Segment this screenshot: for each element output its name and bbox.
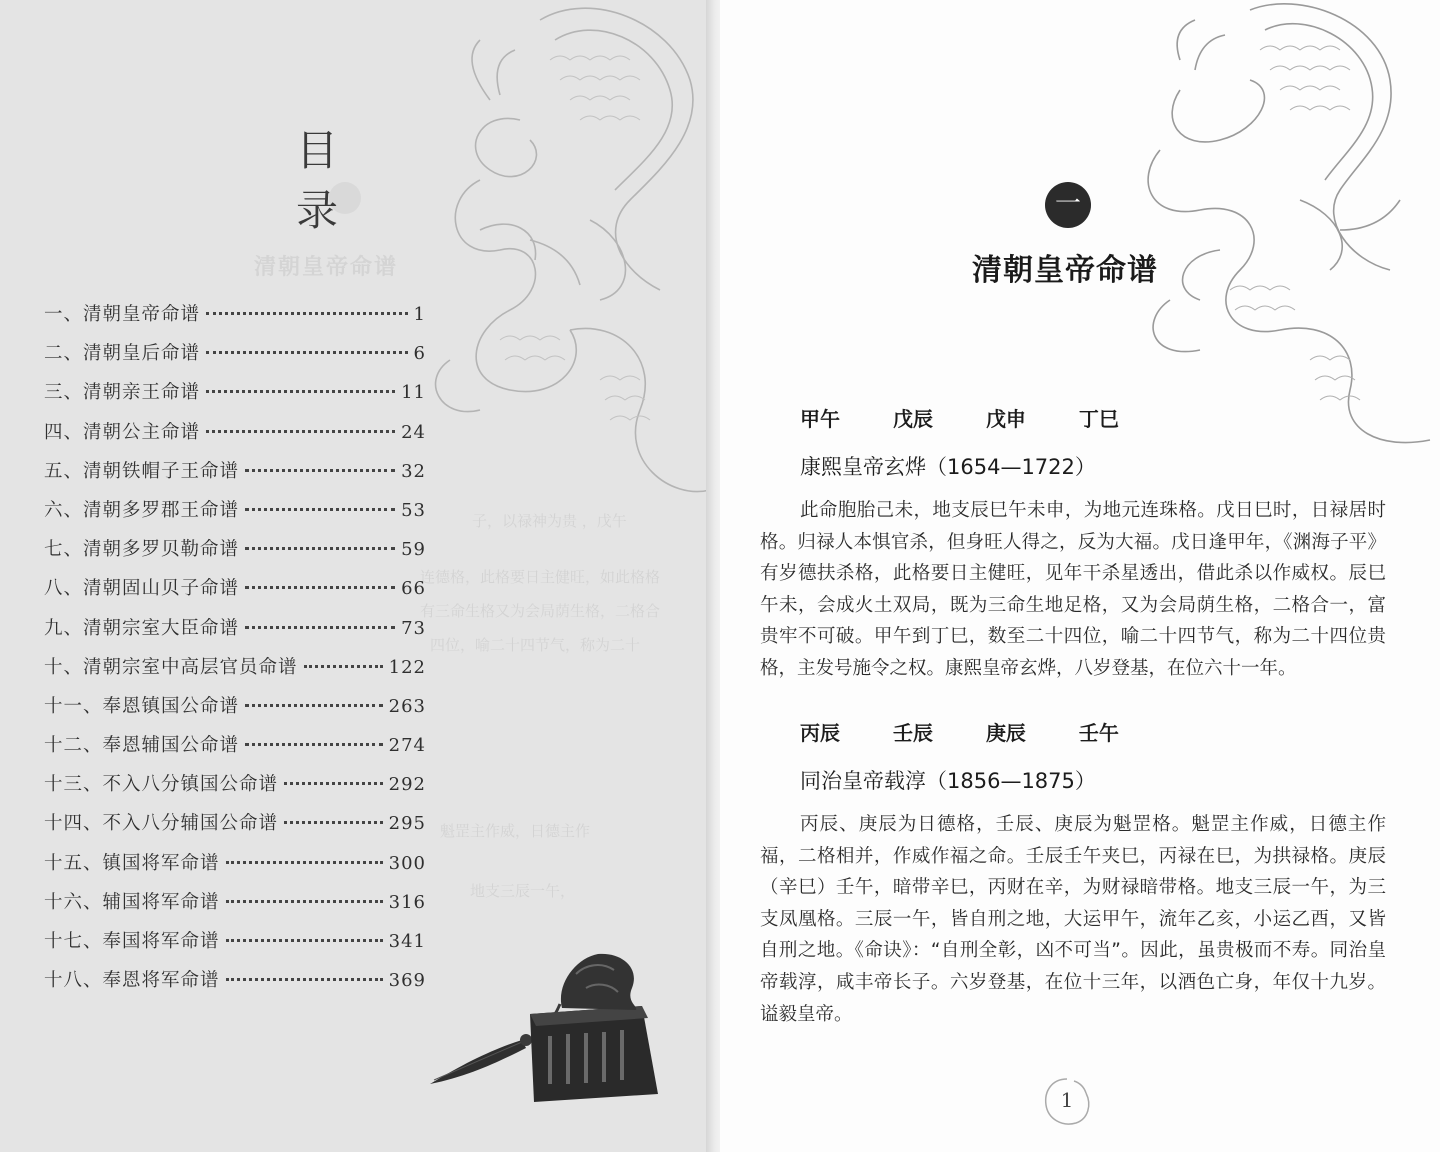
- toc-title: 目 录: [296, 126, 379, 235]
- toc-leader-dots: [206, 430, 395, 433]
- toc-entry[interactable]: [44, 692, 426, 731]
- toc-entry[interactable]: [44, 300, 426, 339]
- toc-leader-dots: [245, 704, 383, 707]
- toc-leader-dots: [206, 312, 408, 315]
- toc-leader-dots: [284, 782, 383, 785]
- toc-entry-label: 六、清朝多罗郡王命谱: [44, 499, 240, 521]
- toc-entry-page: 6: [413, 343, 426, 365]
- toc-entry-page: 300: [388, 852, 426, 874]
- toc-entry[interactable]: [44, 574, 426, 613]
- toc-entry-page: 292: [388, 774, 426, 796]
- bazi-pillars: [800, 717, 1386, 747]
- toc-leader-dots: [245, 626, 395, 629]
- toc-entry-label: 一、清朝皇帝命谱: [44, 304, 201, 325]
- toc-leader-dots: [304, 665, 383, 668]
- toc-leader-dots: [245, 743, 383, 746]
- toc-entry-label: 十二、奉恩辅国公命谱: [44, 735, 240, 757]
- toc-leader-dots: [245, 586, 395, 589]
- toc-entry[interactable]: [44, 770, 426, 809]
- toc-leader-dots: [206, 351, 408, 354]
- toc-leader-dots: [226, 939, 383, 942]
- toc-page: [0, 0, 712, 1152]
- pillar-hour: 丁巳: [1078, 407, 1119, 431]
- toc-entry-page: 53: [401, 499, 426, 521]
- toc-entry-label: 四、清朝公主命谱: [44, 421, 201, 443]
- chapter-title: 清朝皇帝命谱: [972, 253, 1158, 288]
- toc-entry-label: 五、清朝铁帽子王命谱: [44, 460, 240, 482]
- toc-entry[interactable]: [44, 731, 426, 770]
- ghost-text: 子，以禄神为贵 ，戊午: [472, 512, 627, 530]
- toc-entry[interactable]: [44, 339, 426, 378]
- toc-entry-page: 369: [388, 970, 426, 992]
- toc-leader-dots: [206, 390, 395, 393]
- pillar-year: 丙辰: [800, 721, 840, 745]
- toc-entry-label: 二、清朝皇后命谱: [44, 343, 201, 365]
- toc-entry-page: 316: [388, 891, 426, 913]
- toc-leader-dots: [245, 469, 395, 472]
- pillar-month: 戊辰: [892, 407, 933, 431]
- toc-entry-label: 三、清朝亲王命谱: [44, 382, 201, 404]
- entry-text: 此命胞胎己未，地支辰巳午未申，为地元连珠格。戊日巳时，日禄居时格。归禄人本惧官杀，但身旺人得之，反为大福。戊日逢甲年，《渊海子平》有岁德扶杀格，此格要日主健旺，见年干杀星透出，借此杀以作威权。辰巳午未，会成火土双局，既为三命生地足格，又为会局荫生格，二格合一，富贵牢不可破。甲午到丁巳，数至二十四位，喻二十四节气，称为二十四位贵格，主发号施令之权。康熙皇帝玄烨，八岁登基，在位六十一年。: [760, 500, 1386, 679]
- toc-entry-page: 295: [388, 813, 426, 835]
- toc-leader-dots: [226, 900, 383, 903]
- ghost-text: 四位，喻二十四节气，称为二十: [430, 636, 641, 654]
- toc-entry[interactable]: [44, 653, 426, 692]
- toc-entry[interactable]: [44, 418, 426, 457]
- toc-entry-label: 十三、不入八分镇国公命谱: [44, 774, 279, 796]
- pillar-day: 戊申: [985, 407, 1026, 431]
- emperor-name: 康熙皇帝玄烨（1654—1722）: [800, 455, 1096, 479]
- toc-entry-page: 11: [401, 382, 426, 404]
- toc-entry-label: 十六、辅国将军命谱: [44, 891, 220, 913]
- imperial-seal-image: [426, 944, 676, 1114]
- toc-entry[interactable]: [44, 888, 426, 927]
- toc-entry[interactable]: [44, 927, 426, 966]
- toc-leader-dots: [226, 861, 383, 864]
- toc-entry-label: 十一、奉恩镇国公命谱: [44, 695, 240, 717]
- toc-leader-dots: [245, 547, 395, 550]
- toc-entry-label: 九、清朝宗室大臣命谱: [44, 617, 240, 639]
- toc-entry[interactable]: [44, 535, 426, 574]
- toc-entry-page: 32: [401, 460, 426, 482]
- toc-entry-page: 24: [401, 421, 426, 443]
- ghost-heading: 清朝皇帝命谱: [254, 254, 399, 280]
- toc-entry-page: 341: [388, 931, 426, 952]
- horoscope-entry: [760, 403, 1386, 685]
- toc-leader-dots: [226, 978, 383, 981]
- ghost-text: 魁罡主作威，日德主作: [440, 822, 591, 840]
- toc-entry-page: 122: [388, 656, 426, 678]
- toc-entry[interactable]: [44, 809, 426, 848]
- toc-list: [44, 300, 426, 1005]
- bazi-pillars: [800, 403, 1386, 433]
- toc-entry-label: 八、清朝固山贝子命谱: [44, 578, 240, 600]
- dragon-illustration: [1140, 0, 1440, 470]
- toc-entry-page: 59: [401, 539, 426, 561]
- page-number: 1: [1060, 1088, 1074, 1112]
- toc-entry[interactable]: [44, 378, 426, 417]
- toc-entry-page: 66: [401, 578, 426, 600]
- pillar-year: 甲午: [800, 407, 840, 431]
- toc-entry-label: 十八、奉恩将军命谱: [44, 970, 220, 992]
- toc-entry[interactable]: [44, 849, 426, 888]
- horoscope-entry: [760, 717, 1386, 1030]
- pillar-day: 庚辰: [985, 721, 1026, 745]
- toc-entry-page: 73: [401, 617, 426, 639]
- toc-entry[interactable]: [44, 966, 426, 1005]
- toc-entry-page: 1: [413, 304, 426, 325]
- ghost-text: 有三命生格又为会局荫生格，二格合: [420, 602, 661, 620]
- emperor-name: 同治皇帝载淳（1856—1875）: [800, 769, 1096, 793]
- pillar-month: 壬辰: [892, 721, 933, 745]
- toc-entry-label: 十、清朝宗室中高层官员命谱: [44, 656, 298, 678]
- dragon-illustration: [420, 0, 712, 560]
- toc-entry[interactable]: [44, 496, 426, 535]
- toc-entry[interactable]: [44, 614, 426, 653]
- toc-entry-label: 十五、镇国将军命谱: [44, 852, 220, 874]
- chapter-number: 一: [1054, 189, 1081, 219]
- toc-entry-label: 十七、奉国将军命谱: [44, 931, 220, 952]
- toc-entry[interactable]: [44, 457, 426, 496]
- ghost-text: 连德格，此格要日主健旺，如此格格: [420, 568, 661, 586]
- toc-entry-page: 263: [388, 695, 426, 717]
- toc-leader-dots: [284, 821, 383, 824]
- toc-entry-label: 十四、不入八分辅国公命谱: [44, 813, 279, 835]
- toc-leader-dots: [245, 508, 395, 511]
- toc-entry-label: 七、清朝多罗贝勒命谱: [44, 539, 240, 561]
- pillar-hour: 壬午: [1078, 721, 1119, 745]
- entry-text: 丙辰、庚辰为日德格，壬辰、庚辰为魁罡格。魁罡主作威，日德主作福，二格相并，作威作福之命。壬辰壬午夹巳，丙禄在巳，为拱禄格。庚辰（辛巳）壬午，暗带辛巳，丙财在辛，为财禄暗带格。地支三辰一午，为三支凤凰格。三辰一午，皆自刑之地，大运甲午，流年乙亥，小运乙酉，又皆自刑之地。《命诀》：“自刑全彰，凶不可当”。因此，虽贵极而不寿。同治皇帝载淳，咸丰帝长子。六岁登基，在位十三年，以酒色亡身，年仅十九岁。谥毅皇帝。: [760, 814, 1386, 1025]
- ghost-text: 地支三辰一午，: [470, 882, 576, 900]
- toc-entry-page: 274: [388, 735, 426, 757]
